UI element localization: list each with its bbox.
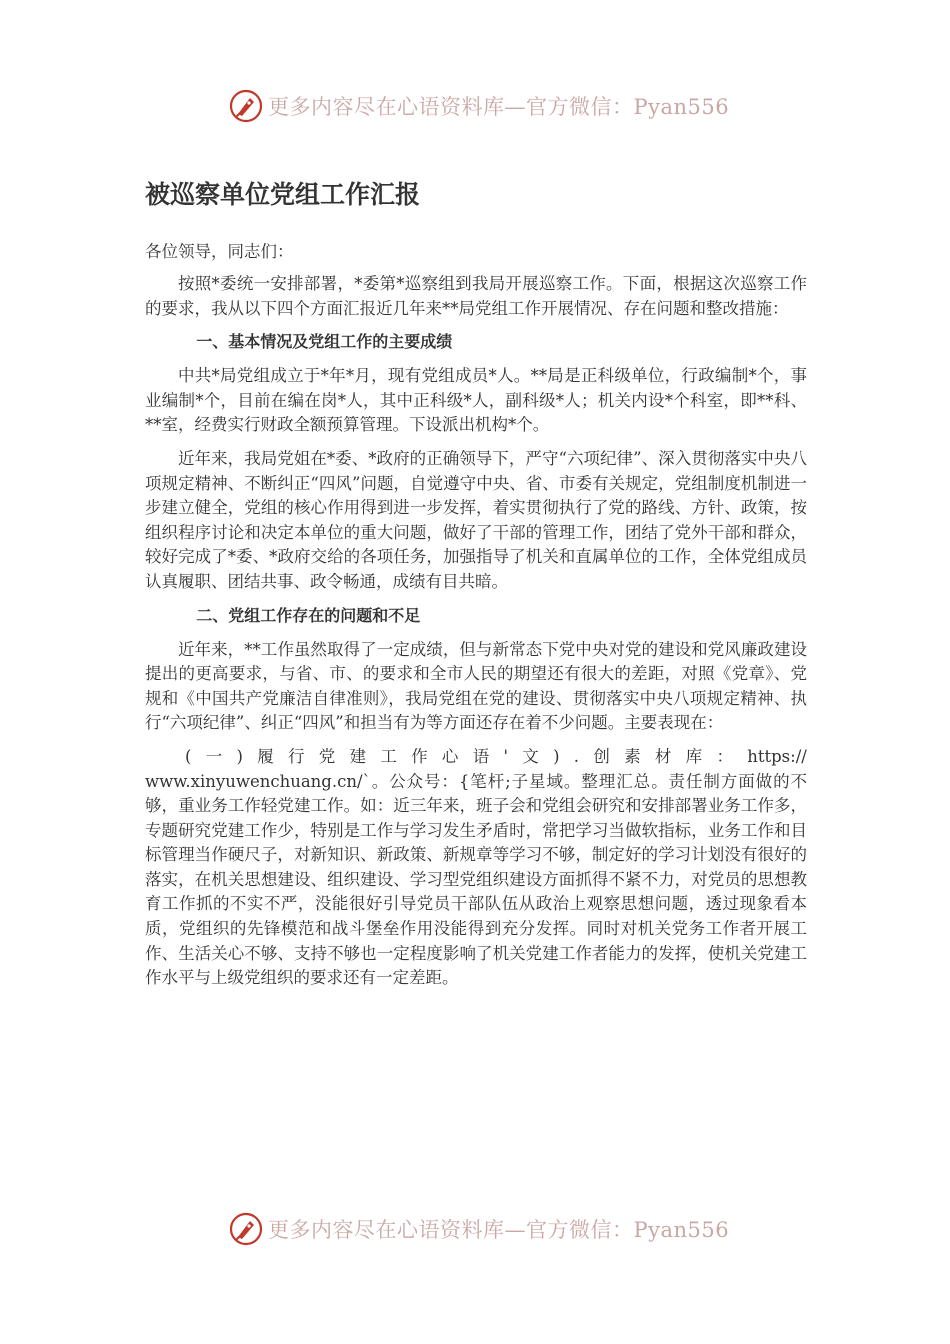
spaced-char: https:// (747, 746, 807, 766)
spaced-char: ' (503, 746, 509, 766)
section-1-heading: 一、基本情况及党组工作的主要成绩 (196, 332, 453, 352)
spaced-char: ( (185, 746, 192, 766)
footer-watermark (228, 1209, 729, 1249)
intro-paragraph: 按照*委统一安排部署，*委第*巡察组到我局开展巡察工作。下面，根据这次巡察工作的要求，我从以下四个方面汇报近几年来**局党组工作开展情况、存在问题和整改措施： (145, 274, 807, 318)
spaced-char: 文 (522, 746, 539, 766)
section-1-paragraph-2: 近年来，我局党姐在*委、*政府的正确领导下，严守“六项纪律”、深入贯彻落实中央八项规定精神、不断纠正“四风”问题，自觉遵守中央、省、市委有关规定，党组制度机制进一步建立健全，党组的核心作用得到进一步发挥，着实贯彻执行了党的路线、方针、政策，按组织程序讨论和决定本单位的重大问题，做好了干部的管理工作，团结了党外干部和群众，较好完成了*委、*政府交给的各项任务，加强指导了机关和直属单位的工作，全体党组成员认真履职、团结共事、政令畅通，成绩有目共暗。 (145, 448, 807, 591)
spaced-char: 创 (593, 746, 610, 766)
section-2-item-1 (145, 745, 807, 991)
header-watermark (228, 86, 729, 126)
section-2-paragraph-1: 近年来，**工作虽然取得了一定成绩，但与新常态下党中央对党的建设和党风廉政建设提出的更高要求，与省、市、的要求和全市人民的期望还有很大的差距，对照《党章》、党规和《中国共产党廉洁自律准则》，我局党组在党的建设、贯彻落实中央八项规定精神、执行“六项纪律”、纠正“四风”和担当有为等方面还存在着不少问题。主要表现在： (145, 639, 807, 733)
spaced-char: 建 (349, 746, 367, 766)
item-1-text: www.xinyuwenchuang.cn/`。公众号：{笔杆;子星域。整理汇总。责任制方面做的不够，重业务工作轻党建工作。如：近三年来，班子会和党组会研究和安排部署业务工作多，专题研究党建工作少，特别是工作与学习发生矛盾时，常把学习当做软指标，业务工作和目标管理当作硬尺子，对新知识、新政策、新规章等学习不够，制定好的学习计划没有很好的落实，在机关思想建设、组织建设、学习型党组织建设方面抓得不紧不力，对党员的思想教育工作抓的不实不严，没能很好引导党员干部队伍从政治上观察思想问题，透过现象看本质，党组织的先锋模范和战斗堡垒作用没能得到充分发挥。同时对机关党务工作者开展工作、生活关心不够、支持不够也一定程度影响了机关党建工作者能力的发挥，使机关党建工作水平与上级党组织的要求还有一定差距。 (145, 771, 807, 988)
spaced-char: ) (236, 746, 243, 766)
spaced-char: 履 (257, 746, 274, 766)
spaced-char: 心 (441, 746, 459, 766)
spaced-char: 素 (624, 746, 641, 766)
spaced-char: . (573, 746, 580, 766)
spaced-char: ： (716, 746, 733, 766)
section-1-paragraph-1: 中共*局党组成立于*年*月，现有党组成员*人。**局是正科级单位，行政编制*个，事业编制*个，目前在编在岗*人，其中正科级*人，副科级*人；机关内设*个科室，即**科、**室，经费实行财政全额预算管理。下设派出机构*个。 (145, 366, 807, 435)
document-body (145, 172, 807, 991)
spaced-char: 工 (380, 746, 397, 766)
spaced-char: 语 (472, 746, 490, 766)
watermark-text: 更多内容尽在心语资料库—官方微信：Pyan556 (268, 1218, 730, 1242)
document-title: 被巡察单位党组工作汇报 (145, 180, 421, 209)
section-2-heading: 二、党组工作存在的问题和不足 (196, 605, 421, 625)
spaced-char: 库 (685, 746, 703, 766)
pen-nib-circle-logo-icon (228, 88, 264, 124)
spaced-char: 材 (654, 746, 672, 766)
item-1-spaced-line (145, 745, 807, 770)
spaced-char: ) (553, 746, 560, 766)
salutation: 各位领导，同志们： (145, 242, 294, 261)
spaced-char: 作 (411, 746, 428, 766)
pen-nib-circle-logo-icon (228, 1211, 264, 1247)
spaced-char: 一 (205, 746, 223, 766)
spaced-char: 行 (288, 746, 305, 766)
spaced-char: 党 (318, 746, 336, 766)
watermark-text: 更多内容尽在心语资料库—官方微信：Pyan556 (268, 95, 730, 119)
